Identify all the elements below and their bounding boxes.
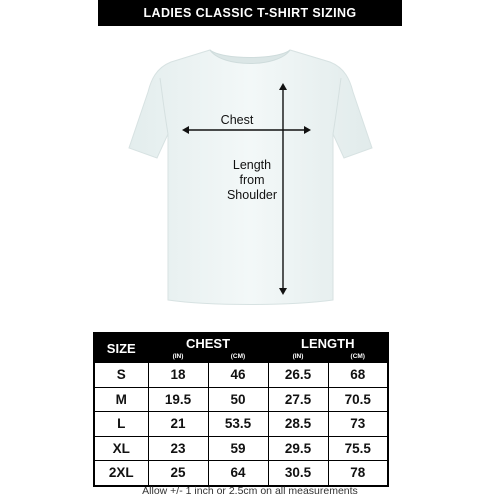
table-cell: 46 [208, 363, 268, 388]
size-table [93, 332, 389, 487]
unit-cell: (IN) [148, 353, 208, 363]
size-cell: 2XL [94, 461, 148, 486]
table-cell: 18 [148, 363, 208, 388]
size-cell: M [94, 387, 148, 412]
tshirt-diagram [0, 30, 500, 320]
table-cell: 27.5 [268, 387, 328, 412]
table-cell: 25 [148, 461, 208, 486]
header-chest: CHEST [148, 333, 268, 353]
length-label-line: from [239, 173, 265, 187]
size-cell: L [94, 412, 148, 437]
table-cell: 30.5 [268, 461, 328, 486]
unit-cell: (CM) [208, 353, 268, 363]
table-row [94, 461, 388, 486]
measurement-footnote: Allow +/- 1 inch or 2.5cm on all measurements [142, 485, 358, 497]
table-cell: 73 [328, 412, 388, 437]
table-cell: 23 [148, 436, 208, 461]
size-cell: XL [94, 436, 148, 461]
unit-cell: (IN) [268, 353, 328, 363]
table-row [94, 363, 388, 388]
table-cell: 28.5 [268, 412, 328, 437]
table-row [94, 436, 388, 461]
page-title: LADIES CLASSIC T-SHIRT SIZING [98, 0, 402, 26]
size-cell: S [94, 363, 148, 388]
table-cell: 68 [328, 363, 388, 388]
table-row [94, 387, 388, 412]
table-cell: 29.5 [268, 436, 328, 461]
table-cell: 26.5 [268, 363, 328, 388]
header-size: SIZE [94, 333, 148, 363]
table-row [94, 412, 388, 437]
table-cell: 59 [208, 436, 268, 461]
length-label-line: Shoulder [226, 188, 278, 202]
table-header-row [94, 333, 388, 353]
unit-cell: (CM) [328, 353, 388, 363]
table-cell: 50 [208, 387, 268, 412]
table-cell: 70.5 [328, 387, 388, 412]
table-cell: 64 [208, 461, 268, 486]
length-label-line: Length [232, 158, 272, 172]
table-cell: 19.5 [148, 387, 208, 412]
chest-label: Chest [220, 113, 254, 127]
header-length: LENGTH [268, 333, 388, 353]
length-label [213, 158, 291, 203]
table-cell: 75.5 [328, 436, 388, 461]
table-cell: 21 [148, 412, 208, 437]
table-cell: 53.5 [208, 412, 268, 437]
table-cell: 78 [328, 461, 388, 486]
